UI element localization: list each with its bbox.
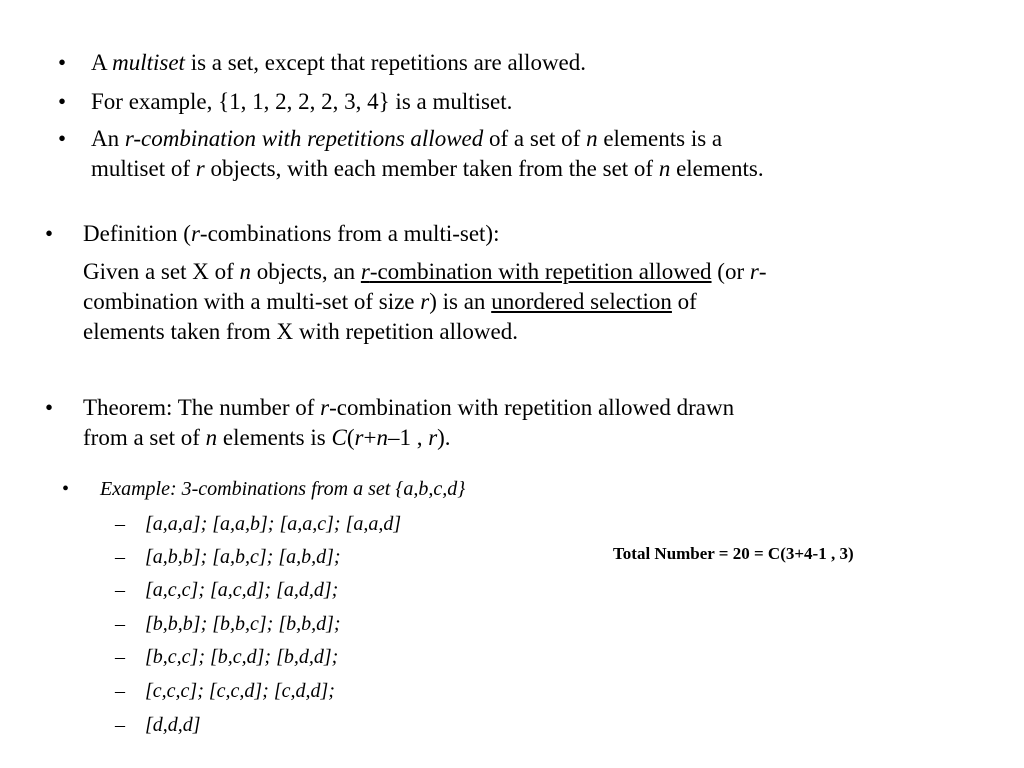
text: is a set, except that repetitions are allowed.	[184, 50, 587, 75]
dash-icon: –	[115, 579, 125, 601]
list-item: – [d,d,d]	[145, 709, 201, 741]
dash-icon: –	[115, 646, 125, 668]
bullet-icon: •	[58, 89, 67, 114]
line-1: Theorem: The number of r-combination with repetition allowed drawn	[83, 395, 735, 420]
definition-body	[83, 257, 767, 347]
list-item: – [a,b,b]; [a,b,c]; [a,b,d];	[145, 541, 341, 573]
dash-icon: –	[115, 680, 125, 702]
line-3: elements taken from X with repetition allowed.	[83, 319, 518, 344]
line-1: An r-combination with repetitions allowed of a set of n elements is a	[91, 126, 723, 151]
dash-icon: –	[115, 546, 125, 568]
definition-heading: • Definition (r-combinations from a multi-set):	[83, 219, 499, 249]
intro-bullet-2	[58, 87, 513, 117]
list-item: – [c,c,c]; [c,c,d]; [c,d,d];	[145, 675, 335, 707]
bullet-icon: •	[45, 395, 54, 420]
line-2: multiset of r objects, with each member taken from the set of n elements.	[91, 156, 764, 181]
theorem	[45, 393, 735, 453]
total-number: Total Number = 20 = C(3+4-1 , 3)	[613, 544, 854, 563]
line-1: Given a set X of n objects, an r-combination with repetition allowed (or r-	[83, 259, 767, 284]
example-title: • Example: 3-combinations from a set {a,b,c,d}	[100, 473, 465, 505]
bullet-icon: •	[62, 478, 70, 500]
underlined-term: unordered selection	[491, 289, 672, 314]
bullet-icon: •	[45, 221, 54, 246]
dash-icon: –	[115, 513, 125, 535]
bullet-icon: •	[58, 50, 67, 75]
text: For example, {1, 1, 2, 2, 2, 3, 4} is a multiset.	[91, 89, 513, 114]
bullet-icon: •	[58, 126, 67, 151]
line-2: combination with a multi-set of size r) is an unordered selection of	[83, 289, 697, 314]
list-item: – [b,c,c]; [b,c,d]; [b,d,d];	[145, 641, 338, 673]
term-multiset: multiset	[112, 50, 185, 75]
dash-icon: –	[115, 613, 125, 635]
intro-bullet-3	[58, 124, 764, 184]
list-item: – [a,a,a]; [a,a,b]; [a,a,c]; [a,a,d]	[145, 508, 401, 540]
dash-icon: –	[115, 714, 125, 736]
intro-bullet-1	[58, 48, 587, 78]
line-2: from a set of n elements is C(r+n–1 , r).	[83, 425, 451, 450]
list-item: – [a,c,c]; [a,c,d]; [a,d,d];	[145, 574, 338, 606]
text: A	[91, 50, 113, 75]
list-item: – [b,b,b]; [b,b,c]; [b,b,d];	[145, 608, 341, 640]
underlined-term: r-combination with repetition allowed	[360, 259, 712, 284]
